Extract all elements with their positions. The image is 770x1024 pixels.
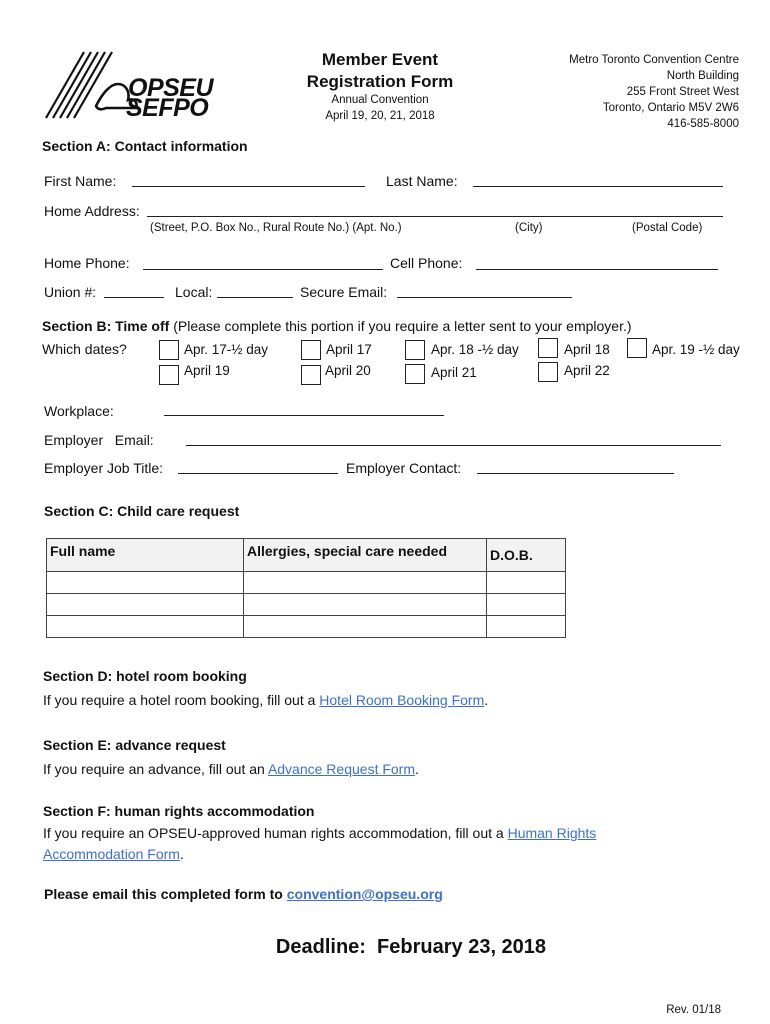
section-e-heading: Section E: advance request [43,737,226,753]
employer-email-label: Employer Email: [44,432,154,448]
venue-line: 416-585-8000 [667,118,739,130]
section-b-title: Section B: Time off [42,318,170,334]
column-header-full-name: Full name [47,539,244,572]
section-f-heading: Section F: human rights accommodation [43,803,315,819]
checkbox-apr17-half[interactable] [159,340,179,360]
table-cell[interactable] [487,572,566,594]
address-hint-postal: (Postal Code) [632,222,703,234]
section-b-note: (Please complete this portion if you require a letter sent to your employer.) [169,318,632,334]
union-label: Union #: [44,284,97,300]
venue-line: Metro Toronto Convention Centre [569,54,739,66]
section-e-text [43,761,419,777]
cell-phone-field[interactable] [476,269,718,270]
table-row [47,572,566,594]
table-cell[interactable] [487,616,566,638]
date-label: April 17 [326,342,372,357]
table-row [47,616,566,638]
checkbox-apr20[interactable] [301,365,321,385]
advance-request-form-link[interactable]: Advance Request Form [267,761,416,777]
last-name-label: Last Name: [386,173,458,189]
email-prompt [44,886,443,902]
date-label: Apr. 18 -½ day [431,342,519,357]
section-d-text [43,692,488,708]
table-cell[interactable] [244,594,487,616]
date-label: April 18 [564,342,610,357]
form-title-line1: Member Event [321,50,439,69]
section-f-text-before: If you require an OPSEU-approved human rights accommodation, fill out a [43,825,508,841]
opseu-logo [44,48,214,122]
human-rights-form-link-cont[interactable]: Accommodation Form [43,846,180,862]
local-field[interactable] [217,297,293,298]
home-address-label: Home Address: [44,203,140,219]
workplace-field[interactable] [164,415,444,416]
section-a-heading: Section A: Contact information [42,138,248,154]
checkbox-apr19[interactable] [159,365,179,385]
form-title-line2: Registration Form [306,72,454,91]
section-c-heading: Section C: Child care request [44,503,240,519]
first-name-label: First Name: [44,173,117,189]
date-label: April 22 [564,363,610,378]
table-cell[interactable] [487,594,566,616]
employer-contact-field[interactable] [477,473,674,474]
secure-email-field[interactable] [397,297,572,298]
table-cell[interactable] [244,616,487,638]
logo-text-sefpo: SEFPO [126,94,209,122]
employer-contact-label: Employer Contact: [346,460,462,476]
revision-label: Rev. 01/18 [666,1004,721,1016]
section-e-text-after: . [415,761,419,777]
email-prompt-text: Please email this completed form to [44,886,287,902]
date-label: Apr. 19 -½ day [652,342,740,357]
which-dates-label: Which dates? [42,341,127,357]
table-cell[interactable] [47,572,244,594]
section-d-text-after: . [484,692,489,708]
logo-text-opseu: OPSEU [128,74,214,102]
employer-email-field[interactable] [186,445,721,446]
last-name-field[interactable] [473,186,723,187]
section-d-heading: Section D: hotel room booking [43,668,247,684]
secure-email-label: Secure Email: [300,284,388,300]
venue-block [569,52,739,132]
table-header-row [47,539,566,572]
checkbox-apr17[interactable] [301,340,321,360]
address-hint-city: (City) [515,222,543,234]
table-cell[interactable] [244,572,487,594]
home-phone-field[interactable] [143,269,383,270]
event-name: Annual Convention [331,94,429,106]
union-field[interactable] [104,297,164,298]
human-rights-form-link[interactable]: Human Rights [507,825,597,841]
checkbox-apr22[interactable] [538,362,558,382]
home-address-field[interactable] [147,216,723,217]
date-label: Apr. 17-½ day [184,342,269,357]
child-care-table [46,538,566,638]
local-label: Local: [175,284,213,300]
venue-line: North Building [666,70,739,82]
date-label: April 19 [184,363,230,378]
first-name-field[interactable] [132,186,365,187]
section-e-text-before: If you require an advance, fill out an [43,761,268,777]
checkbox-apr19-half[interactable] [627,338,647,358]
home-phone-label: Home Phone: [44,255,130,271]
cell-phone-label: Cell Phone: [390,255,463,271]
date-label: April 20 [325,363,371,378]
venue-line: 255 Front Street West [626,86,739,98]
section-b-heading [42,318,632,334]
event-dates: April 19, 20, 21, 2018 [325,110,435,122]
column-header-dob: D.O.B. [487,539,566,572]
section-f-text-after: . [179,846,184,862]
section-d-text-before: If you require a hotel room booking, fill out a [43,692,320,708]
checkbox-apr18-half[interactable] [405,340,425,360]
address-hint-street: (Street, P.O. Box No., Rural Route No.) (Apt. No.) [150,222,402,234]
table-cell[interactable] [47,594,244,616]
section-f-text-line2 [43,846,184,862]
checkbox-apr21[interactable] [405,364,425,384]
venue-line: Toronto, Ontario M5V 2W6 [602,102,739,114]
employer-job-title-field[interactable] [178,473,338,474]
table-cell[interactable] [47,616,244,638]
table-row [47,594,566,616]
column-header-allergies: Allergies, special care needed [244,539,487,572]
deadline: Deadline: February 23, 2018 [275,936,547,958]
hotel-room-booking-form-link[interactable]: Hotel Room Booking Form [319,692,485,708]
convention-email-link[interactable]: convention@opseu.org [286,886,443,902]
workplace-label: Workplace: [44,403,114,419]
section-f-text-line1 [43,825,596,841]
employer-job-title-label: Employer Job Title: [44,460,164,476]
date-label: April 21 [431,365,477,380]
checkbox-apr18[interactable] [538,338,558,358]
